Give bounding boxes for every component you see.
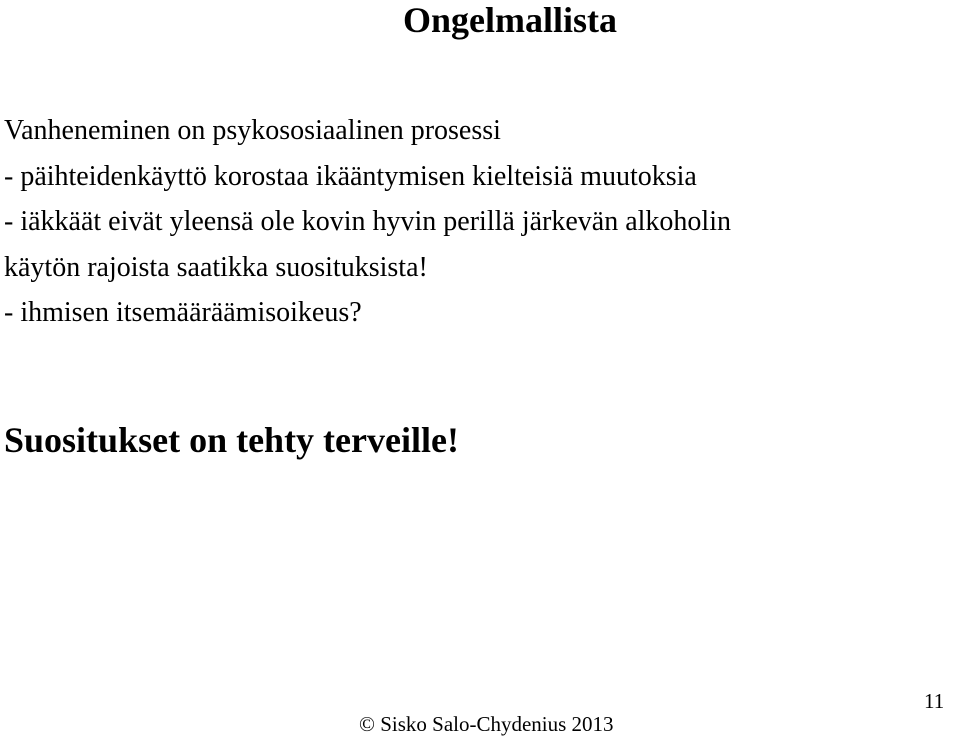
slide-title: Ongelmallista [403, 0, 617, 40]
body-text [4, 108, 731, 336]
body-line-elderly-awareness-cont: käytön rajoista saatikka suosituksista! [4, 251, 428, 283]
body-line-intro: Vanheneminen on psykososiaalinen prosessi [4, 115, 501, 146]
conclusion-text: Suositukset on tehty terveille! [4, 420, 459, 460]
page-number: 11 [924, 689, 945, 713]
footer-copyright: © Sisko Salo-Chydenius 2013 [359, 712, 614, 736]
body-line-self-determination: - ihmisen itsemääräämisoikeus? [4, 297, 362, 328]
body-line-substance-use: - päihteidenkäyttö korostaa ikääntymisen kielteisiä muutoksia [4, 160, 697, 192]
body-line-elderly-awareness: - iäkkäät eivät yleensä ole kovin hyvin perillä järkevän alkoholin [4, 206, 731, 237]
